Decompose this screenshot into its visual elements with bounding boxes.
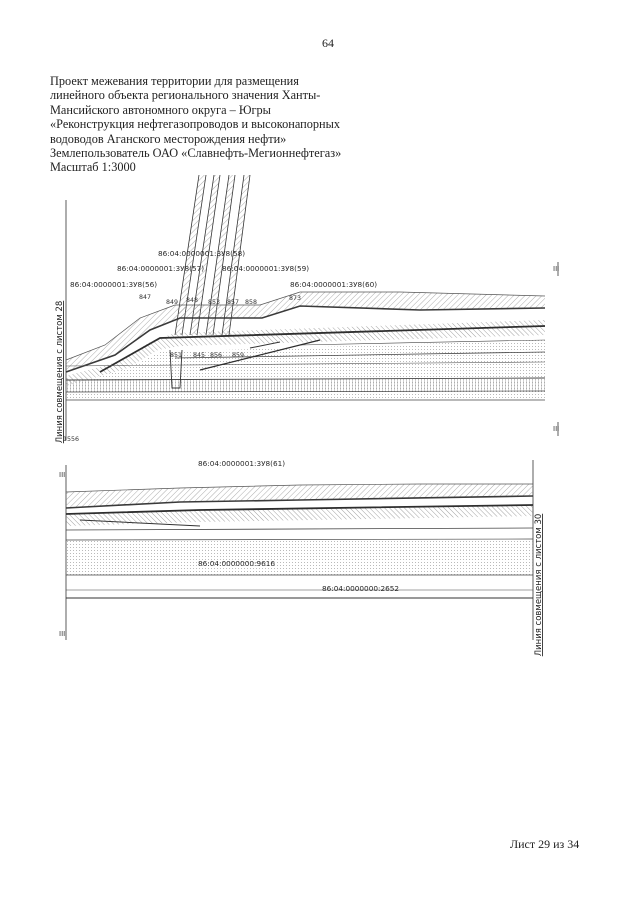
sheet-counter: Лист 29 из 34	[510, 837, 580, 851]
corridor-line	[66, 539, 533, 540]
parcel-label: 86:04:0000001:3У8(58)	[158, 249, 246, 258]
section-marker: III	[59, 630, 66, 638]
point-number: 856	[210, 352, 223, 359]
parcel-label: 86:04:0000001:3У8(61)	[198, 459, 286, 468]
sheet-join-label: Линия совмещения с листом 28	[55, 300, 65, 444]
parcel-label: 86:04:0000001:3У8(57)	[117, 264, 205, 273]
drawing-1	[55, 175, 559, 443]
page-number: 64	[322, 36, 334, 50]
point-number: 847	[139, 294, 152, 301]
point-number: 853	[208, 299, 221, 306]
parcel-label: 86:04:0000000:2652	[322, 584, 400, 593]
point-number: 857	[227, 299, 240, 306]
point-number: 851	[170, 352, 183, 359]
parcel-label: 86:04:0000001:3У8(59)	[222, 264, 310, 273]
section-marker: III	[59, 471, 66, 479]
corner-point-number: 1556	[63, 436, 80, 443]
point-number: 873	[289, 295, 302, 302]
drawing-2	[59, 459, 544, 656]
existing-corridor-strip	[66, 380, 545, 392]
point-number: 848	[186, 297, 199, 304]
section-marker: III	[553, 425, 560, 433]
header-line: «Реконструкция нефтегазопроводов и высоконапорных	[50, 117, 341, 132]
corridor-line	[66, 528, 533, 530]
sheet-join-label: Линия совмещения с листом 30	[534, 513, 544, 657]
point-number: 858	[245, 299, 258, 306]
point-number: 845	[193, 352, 206, 359]
header-line: Масштаб 1:3000	[50, 160, 136, 175]
header-line: Землепользователь ОАО «Славнефть-Мегионнефтегаз»	[50, 146, 342, 161]
point-number: 859	[232, 352, 245, 359]
header-line: Мансийского автономного округа – Югры	[50, 102, 271, 117]
existing-corridor-dotted	[66, 540, 533, 575]
parcel-label: 86:04:0000001:3У8(56)	[70, 280, 158, 289]
header-line: водоводов Аганского месторождения нефти»	[50, 131, 287, 146]
section-marker: III	[553, 265, 560, 273]
parcel-label: 86:04:0000001:3У8(60)	[290, 280, 378, 289]
parcel-label: 86:04:0000000:9616	[198, 559, 276, 568]
header-line: Проект межевания территории для размещения	[50, 74, 299, 88]
header-line: линейного объекта регионального значения Ханты-	[50, 88, 321, 103]
point-number: 849	[166, 299, 179, 306]
